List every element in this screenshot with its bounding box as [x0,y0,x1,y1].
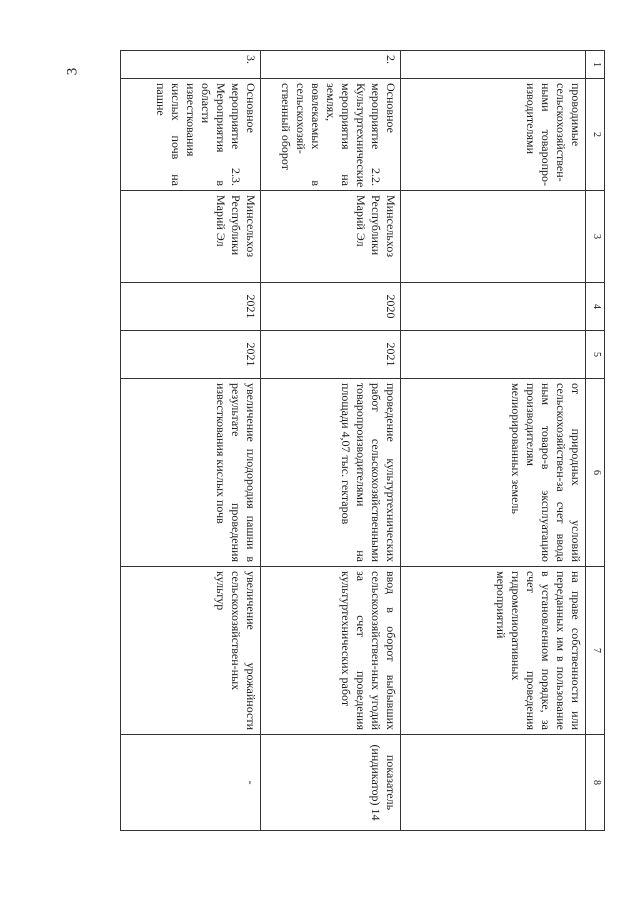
measure-cell: Основное мероприятие 2.3. Мероприятия в области известкования кислых почв на пашне [121,79,261,191]
start-year-cell [401,283,586,331]
col-number: 4 [586,283,605,331]
row-number [401,51,586,79]
end-year-cell: 2021 [121,331,261,379]
table-row [261,51,401,831]
indicator-cell: - [121,735,261,831]
row-number: 2. [261,51,401,79]
table-row [401,51,586,831]
end-year-cell: 2021 [261,331,401,379]
measure-cell: проводимые сельскохозяйствен-ными товаропро-изводителями [401,79,586,191]
executor-cell: Минсельхоз Республики Марий Эл [121,191,261,283]
start-year-cell: 2020 [261,283,401,331]
start-year-cell: 2021 [121,283,261,331]
col-number: 7 [586,567,605,735]
consequence-cell: ввод в оборот выбывших сельскохозяйствен-ных угодий за счет проведения культуртехнических работ [261,567,401,735]
col-number: 3 [586,191,605,283]
col-number: 6 [586,379,605,567]
col-number: 8 [586,735,605,831]
measure-cell: Основное мероприятие 2.2. Культуртехнические мероприятия на землях, вовлекаемых в сельскохозяй-ственный оборот [261,79,401,191]
executor-cell: Минсельхоз Республики Марий Эл [261,191,401,283]
row-number: 3. [121,51,261,79]
col-number: 5 [586,331,605,379]
rotated-table-wrapper [120,50,605,831]
program-measures-table [120,50,605,831]
result-cell: проведение культуртехнических работ сельскохозяйственными товаропроизводителями на площади 4,07 тыс. гектаров [261,379,401,567]
column-number-row [586,51,605,831]
indicator-cell: показатель (индикатор) 14 [261,735,401,831]
col-number: 1 [586,51,605,79]
indicator-cell [401,735,586,831]
executor-cell [401,191,586,283]
end-year-cell [401,331,586,379]
consequence-cell: увеличение урожайности сельскохозяйствен-ных культур [121,567,261,735]
table-row [121,51,261,831]
result-cell: от природных условий сельскохозяйствен-за счет ввода ным товаро-в эксплуатацию производителям мелиорированных земель [401,379,586,567]
consequence-cell: на праве собственности или переданных им в пользование в установленном порядке, за счет проведения гидромелиоративных мероприятий [401,567,586,735]
result-cell: увеличение плодородия пашни в результате проведения известкования кислых почв [121,379,261,567]
page-number: 3 [64,67,81,76]
col-number: 2 [586,79,605,191]
